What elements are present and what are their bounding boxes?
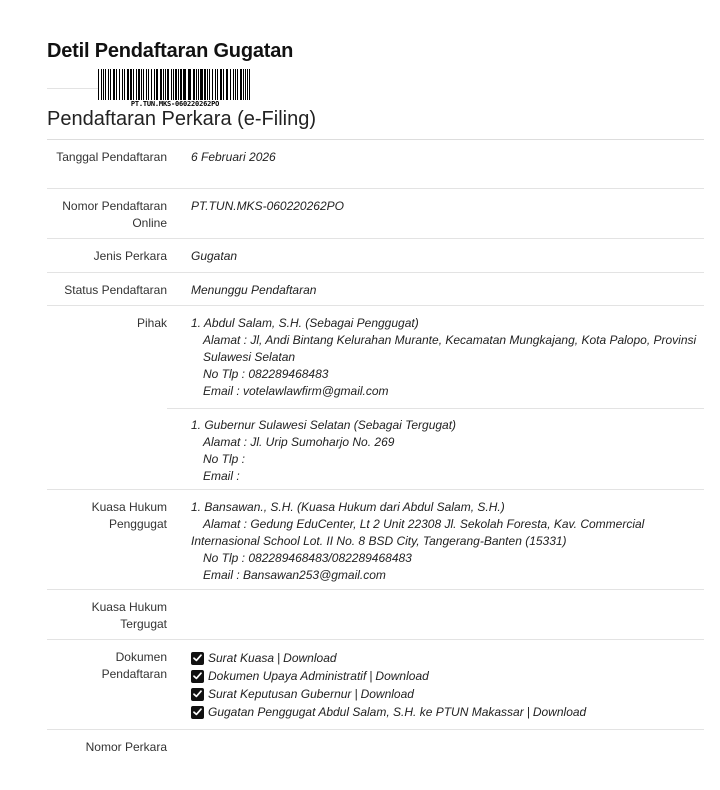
row-pihak	[47, 306, 704, 490]
value-dokumen	[167, 649, 704, 729]
barcode-bar	[127, 69, 129, 101]
barcode-bar	[175, 69, 177, 101]
barcode-bar	[215, 69, 216, 101]
barcode-bar	[188, 69, 191, 101]
barcode-bar	[193, 69, 195, 101]
document-separator: |	[369, 669, 373, 683]
section-title: Pendaftaran Perkara (e-Filing)	[47, 108, 317, 130]
barcode-bar	[240, 69, 242, 101]
row-jenis	[47, 239, 704, 273]
document-item	[191, 667, 704, 685]
label-dokumen: Dokumen Pendaftaran	[101, 650, 167, 681]
barcode-bar	[103, 69, 104, 101]
tergugat-alamat: Alamat : Jl. Urip Sumoharjo No. 269	[203, 435, 395, 449]
barcode-bar	[217, 69, 218, 101]
tergugat-tlp: No Tlp :	[203, 452, 246, 466]
barcode-bar	[119, 69, 120, 101]
value-tanggal: 6 Februari 2026	[191, 150, 276, 164]
barcode-text: PT.TUN.MKS-060220262PO	[96, 100, 254, 108]
barcode-bar	[138, 69, 140, 101]
value-kuasa-tergugat	[167, 599, 704, 639]
barcode-bar	[167, 69, 169, 101]
barcode-bar	[183, 69, 186, 101]
barcode-bar	[233, 69, 234, 101]
row-nomor-perkara	[47, 730, 704, 770]
barcode-bar	[196, 69, 197, 101]
document-name[interactable]: Gugatan Penggugat Abdul Salam, S.H. ke PTUN Makassar	[208, 705, 524, 719]
barcode-bar	[110, 69, 111, 101]
barcode-bar	[245, 69, 246, 101]
document-name[interactable]: Surat Keputusan Gubernur	[208, 687, 352, 701]
document-separator: |	[354, 687, 358, 701]
barcode-bar	[173, 69, 174, 101]
barcode-bar	[171, 69, 172, 101]
barcode-bar	[116, 69, 117, 101]
barcode-bar	[226, 69, 228, 101]
document-item	[191, 703, 704, 721]
value-status: Menunggu Pendaftaran	[191, 283, 317, 297]
checkbox-checked-icon[interactable]	[191, 688, 204, 701]
barcode-bar	[124, 69, 125, 101]
label-pihak: Pihak	[136, 316, 167, 330]
document-name[interactable]: Dokumen Upaya Administratif	[208, 669, 367, 683]
barcode-bar	[163, 69, 164, 101]
penggugat-tlp: No Tlp : 082289468483	[203, 367, 329, 381]
row-nomor-online	[47, 189, 704, 239]
barcode-bar	[204, 69, 206, 101]
value-jenis: Gugatan	[191, 249, 238, 263]
barcode-bar	[148, 69, 149, 101]
barcode-bar	[160, 69, 162, 101]
barcode-bar	[146, 69, 147, 101]
document-separator: |	[526, 705, 530, 719]
kuasa-alamat: Alamat : Gedung EduCenter, Lt 2 Unit 22308 Jl. Sekolah Foresta, Kav. Commercial Internasional School Lot. II No. 8 BSD City, Tangerang-Banten (15331)	[191, 517, 645, 548]
document-name[interactable]: Surat Kuasa	[208, 651, 275, 665]
barcode-bar	[130, 69, 132, 101]
barcode-bar	[243, 69, 244, 101]
barcode-bar	[136, 69, 137, 101]
barcode-bar	[133, 69, 134, 101]
barcode-bar	[209, 69, 210, 101]
barcode-bar	[151, 69, 152, 101]
label-kuasa-penggugat: Kuasa Hukum Penggugat	[91, 500, 167, 531]
download-link[interactable]: Download	[532, 705, 587, 719]
barcode-bar	[223, 69, 224, 101]
penggugat-name: 1. Abdul Salam, S.H. (Sebagai Penggugat)	[191, 316, 419, 330]
barcode-bar	[212, 69, 213, 101]
barcode-bar	[122, 69, 123, 101]
download-link[interactable]: Download	[375, 669, 429, 683]
barcode-bar	[230, 69, 231, 101]
row-tanggal	[47, 140, 704, 189]
download-link[interactable]: Download	[283, 651, 337, 665]
barcode-bar	[98, 69, 99, 101]
label-nomor-perkara: Nomor Perkara	[85, 740, 167, 754]
title-divider	[47, 88, 99, 89]
document-separator: |	[277, 651, 281, 665]
value-nomor-online: PT.TUN.MKS-060220262PO	[191, 199, 344, 213]
value-nomor-perkara	[167, 739, 704, 770]
document-item	[191, 685, 704, 703]
barcode-bar	[108, 69, 109, 101]
label-jenis: Jenis Perkara	[93, 249, 167, 263]
barcode-bar	[235, 69, 236, 101]
barcode-bar	[143, 69, 144, 101]
barcode-bar	[113, 69, 115, 101]
pihak-divider	[167, 408, 704, 409]
penggugat-email: Email : votelawlawfirm@gmail.com	[203, 384, 389, 398]
kuasa-email: Email : Bansawan253@gmail.com	[203, 568, 386, 582]
detail-table	[47, 140, 704, 770]
checkbox-checked-icon[interactable]	[191, 652, 204, 665]
barcode-bar	[154, 69, 155, 101]
row-kuasa-penggugat	[47, 490, 704, 590]
row-status	[47, 273, 704, 306]
document-item	[191, 649, 704, 667]
download-link[interactable]: Download	[360, 687, 414, 701]
barcode-bar	[165, 69, 166, 101]
barcode-bar	[200, 69, 203, 101]
barcode-bar	[249, 69, 250, 101]
kuasa-name: 1. Bansawan., S.H. (Kuasa Hukum dari Abdul Salam, S.H.)	[191, 500, 505, 514]
barcode-bar	[237, 69, 238, 101]
label-nomor-online: Nomor Pendaftaran Online	[62, 199, 167, 230]
barcode-bars	[96, 69, 254, 101]
checkbox-checked-icon[interactable]	[191, 670, 204, 683]
label-status: Status Pendaftaran	[64, 283, 167, 297]
row-kuasa-tergugat	[47, 590, 704, 640]
barcode-bar	[220, 69, 222, 101]
label-kuasa-tergugat: Kuasa Hukum Tergugat	[91, 600, 167, 631]
barcode-bar	[105, 69, 106, 101]
barcode-bar	[247, 69, 248, 101]
document-list	[191, 649, 704, 721]
barcode-bar	[141, 69, 142, 101]
checkbox-checked-icon[interactable]	[191, 706, 204, 719]
barcode-bar	[180, 69, 182, 101]
row-dokumen	[47, 640, 704, 730]
penggugat-alamat: Alamat : Jl, Andi Bintang Kelurahan Murante, Kecamatan Mungkajang, Kota Palopo, Provinsi Sulawesi Selatan	[203, 333, 697, 364]
barcode-bar	[178, 69, 179, 101]
barcode	[96, 69, 254, 109]
tergugat-email: Email :	[203, 469, 240, 483]
label-tanggal: Tanggal Pendaftaran	[56, 150, 167, 164]
barcode-bar	[156, 69, 158, 101]
barcode-bar	[101, 69, 102, 101]
value-pihak	[167, 315, 704, 489]
barcode-bar	[198, 69, 199, 101]
barcode-bar	[207, 69, 208, 101]
kuasa-tlp: No Tlp : 082289468483/082289468483	[203, 551, 412, 565]
value-kuasa-penggugat	[167, 499, 704, 589]
tergugat-name: 1. Gubernur Sulawesi Selatan (Sebagai Tergugat)	[191, 418, 457, 432]
page-title: Detil Pendaftaran Gugatan	[47, 40, 294, 62]
